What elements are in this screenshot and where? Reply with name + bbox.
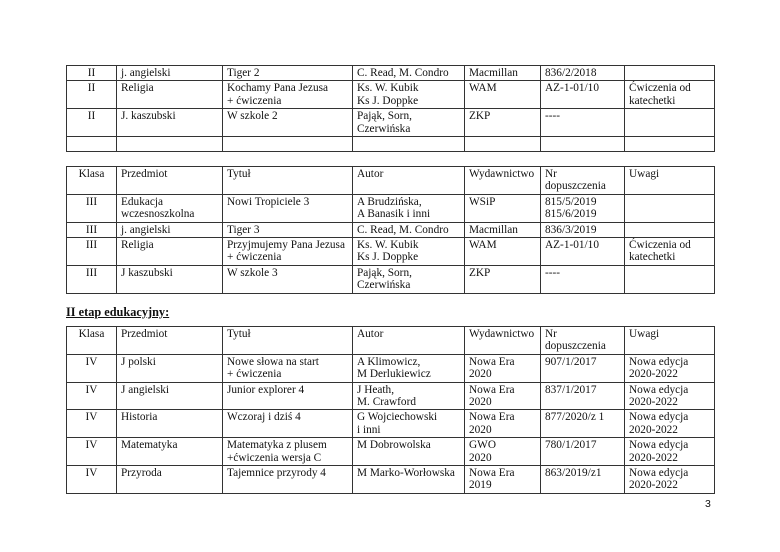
table-header-row	[67, 167, 715, 195]
cell-przedmiot	[117, 265, 223, 293]
cell-text-line: Nowi Tropiciele 3	[227, 195, 310, 208]
cell-autor	[353, 265, 465, 293]
cell-tytul	[223, 81, 353, 109]
cell-text-line: J angielski	[121, 383, 170, 396]
cell-autor	[353, 354, 465, 382]
cell-wydawnictwo	[465, 137, 541, 152]
cell-text-line: M Dobrowolska	[357, 439, 431, 452]
cell-text-line: Nowa Era	[469, 411, 515, 424]
cell-text-line: +ćwiczenia wersja C	[227, 451, 322, 464]
cell-nr-dopuszczenia	[541, 109, 625, 137]
cell-tytul	[223, 265, 353, 293]
cell-tytul	[223, 382, 353, 410]
cell-text-line: Klasa	[78, 328, 105, 340]
cell-text-line: Historia	[121, 411, 158, 424]
cell-text-line: Uwagi	[629, 328, 660, 340]
cell-uwagi	[625, 238, 715, 266]
cell-tytul	[223, 137, 353, 152]
cell-text-line: Tiger 2	[227, 67, 260, 79]
cell-autor	[353, 222, 465, 237]
cell-text-line: Nowa Era	[469, 467, 515, 480]
cell-text-line: katechetki	[629, 251, 676, 264]
cell-text-line: J kaszubski	[121, 266, 173, 279]
header-klasa	[67, 167, 117, 195]
cell-text-line: katechetki	[629, 94, 676, 107]
cell-przedmiot	[117, 466, 223, 494]
cell-text-line: Nowa Era	[469, 383, 515, 396]
cell-text-line: 836/3/2019	[545, 223, 597, 236]
cell-text-line	[227, 138, 348, 150]
cell-text-line: IV	[85, 383, 98, 396]
table-row	[67, 194, 715, 222]
cell-text-line: Autor	[357, 328, 384, 340]
cell-tytul	[223, 222, 353, 237]
cell-autor	[353, 109, 465, 137]
cell-wydawnictwo	[465, 238, 541, 266]
cell-uwagi	[625, 382, 715, 410]
cell-klasa	[67, 109, 117, 137]
table-row	[67, 222, 715, 237]
cell-text-line: Tiger 3	[227, 223, 260, 236]
cell-text-line: C. Read, M. Condro	[357, 67, 449, 79]
cell-text-line	[357, 138, 460, 150]
cell-text-line: Ćwiczenia od	[629, 239, 691, 252]
cell-text-line: W szkole 2	[227, 110, 278, 123]
cell-uwagi	[625, 438, 715, 466]
cell-nr-dopuszczenia	[541, 66, 625, 81]
cell-tytul	[223, 466, 353, 494]
cell-text-line: Wydawnictwo	[469, 168, 535, 180]
cell-wydawnictwo	[465, 81, 541, 109]
cell-tytul	[223, 194, 353, 222]
cell-text-line: j. angielski	[121, 67, 171, 79]
cell-text-line: Macmillan	[469, 67, 518, 79]
cell-text-line: Religia	[121, 82, 154, 95]
cell-uwagi	[625, 81, 715, 109]
cell-wydawnictwo	[465, 66, 541, 81]
cell-text-line: 877/2020/z 1	[545, 411, 605, 424]
cell-text-line: 2020-2022	[629, 368, 678, 381]
cell-text-line: Tytuł	[227, 168, 251, 180]
table-row	[67, 382, 715, 410]
cell-text-line: Czerwińska	[357, 122, 411, 135]
cell-text-line: J Heath,	[357, 383, 395, 396]
cell-text-line: Uwagi	[629, 168, 660, 180]
cell-text-line: Przyroda	[121, 467, 162, 480]
cell-przedmiot	[117, 222, 223, 237]
cell-autor	[353, 438, 465, 466]
cell-przedmiot	[117, 438, 223, 466]
cell-autor	[353, 81, 465, 109]
cell-tytul	[223, 438, 353, 466]
cell-nr-dopuszczenia	[541, 410, 625, 438]
cell-text-line: A Banasik i inni	[357, 208, 431, 221]
cell-uwagi	[625, 466, 715, 494]
cell-text-line: wczesnoszkolna	[121, 208, 195, 221]
cell-text-line: Matematyka	[121, 439, 178, 452]
cell-tytul	[223, 66, 353, 81]
cell-text-line: Pająk, Sorn,	[357, 110, 412, 123]
header-autor	[353, 327, 465, 355]
cell-nr-dopuszczenia	[541, 382, 625, 410]
cell-text-line: III	[85, 239, 98, 252]
cell-text-line: dopuszczenia	[545, 340, 606, 353]
cell-text-line: 2020	[469, 451, 492, 464]
cell-text-line: Przyjmujemy Pana Jezusa	[227, 239, 345, 252]
cell-text-line: Nowa edycja	[629, 411, 689, 424]
cell-tytul	[223, 109, 353, 137]
cell-text-line: Nr	[545, 168, 557, 180]
table-row	[67, 81, 715, 109]
cell-text-line: IV	[85, 355, 98, 368]
textbook-table-class-3	[66, 166, 715, 294]
cell-text-line: j. angielski	[121, 223, 171, 236]
cell-klasa	[67, 438, 117, 466]
cell-wydawnictwo	[465, 194, 541, 222]
cell-text-line: W szkole 3	[227, 266, 278, 279]
cell-text-line: A Brudzińska,	[357, 195, 422, 208]
cell-text-line	[71, 138, 112, 150]
cell-nr-dopuszczenia	[541, 466, 625, 494]
cell-text-line: WSiP	[469, 195, 496, 208]
cell-uwagi	[625, 66, 715, 81]
cell-klasa	[67, 137, 117, 152]
cell-text-line: II	[87, 82, 96, 95]
cell-nr-dopuszczenia	[541, 354, 625, 382]
cell-text-line: 2020-2022	[629, 451, 678, 464]
cell-przedmiot	[117, 354, 223, 382]
cell-text-line: 2020-2022	[629, 479, 678, 492]
cell-text-line: IV	[85, 439, 98, 452]
cell-text-line: IV	[85, 411, 98, 424]
cell-text-line: Autor	[357, 168, 384, 180]
cell-text-line: WAM	[469, 239, 497, 252]
cell-text-line: Ćwiczenia od	[629, 82, 691, 95]
table-row	[67, 238, 715, 266]
cell-tytul	[223, 238, 353, 266]
cell-klasa	[67, 238, 117, 266]
header-uwagi	[625, 167, 715, 195]
cell-tytul	[223, 354, 353, 382]
cell-text-line: 780/1/2017	[545, 439, 597, 452]
cell-text-line: M Derlukiewicz	[357, 368, 431, 381]
cell-text-line	[629, 110, 710, 122]
cell-nr-dopuszczenia	[541, 194, 625, 222]
cell-text-line: Nowe słowa na start	[227, 355, 319, 368]
table-row	[67, 410, 715, 438]
cell-text-line: III	[85, 195, 98, 208]
table-row	[67, 66, 715, 81]
cell-autor	[353, 66, 465, 81]
header-wydawnictwo	[465, 327, 541, 355]
cell-autor	[353, 238, 465, 266]
cell-klasa	[67, 410, 117, 438]
cell-text-line: G Wojciechowski	[357, 411, 438, 424]
cell-text-line: 907/1/2017	[545, 355, 597, 368]
cell-text-line: Ks J. Doppke	[357, 251, 419, 264]
cell-text-line: 815/5/2019	[545, 195, 597, 208]
cell-uwagi	[625, 109, 715, 137]
cell-text-line: Tajemnice przyrody 4	[227, 467, 326, 480]
cell-przedmiot	[117, 410, 223, 438]
header-przedmiot	[117, 167, 223, 195]
cell-text-line: Tytuł	[227, 328, 251, 340]
cell-text-line: Nr	[545, 328, 557, 340]
header-wydawnictwo	[465, 167, 541, 195]
cell-klasa	[67, 265, 117, 293]
cell-text-line: Pająk, Sorn,	[357, 266, 412, 279]
cell-nr-dopuszczenia	[541, 238, 625, 266]
cell-text-line: III	[85, 266, 98, 279]
cell-text-line: 2020	[469, 368, 492, 381]
cell-text-line: 815/6/2019	[545, 208, 597, 221]
cell-text-line	[629, 67, 710, 79]
cell-text-line: 2020-2022	[629, 396, 678, 409]
cell-text-line	[121, 138, 218, 150]
cell-text-line: GWO	[469, 439, 496, 452]
cell-klasa	[67, 222, 117, 237]
cell-text-line: Macmillan	[469, 223, 518, 236]
cell-wydawnictwo	[465, 382, 541, 410]
cell-text-line: Przedmiot	[121, 168, 168, 180]
cell-text-line	[629, 196, 710, 208]
table-row	[67, 265, 715, 293]
cell-text-line: 2020	[469, 423, 492, 436]
cell-text-line: Nowa edycja	[629, 467, 689, 480]
header-nr-dopuszczenia	[541, 167, 625, 195]
cell-text-line: i inni	[357, 423, 381, 436]
cell-text-line: Junior explorer 4	[227, 383, 305, 396]
cell-klasa	[67, 81, 117, 109]
cell-text-line: Ks J. Doppke	[357, 94, 419, 107]
cell-wydawnictwo	[465, 410, 541, 438]
cell-uwagi	[625, 137, 715, 152]
cell-text-line: AZ-1-01/10	[545, 82, 599, 95]
cell-klasa	[67, 194, 117, 222]
cell-text-line: 837/1/2017	[545, 383, 597, 396]
cell-text-line: Przedmiot	[121, 328, 168, 340]
cell-text-line: J. kaszubski	[121, 110, 176, 123]
cell-przedmiot	[117, 238, 223, 266]
cell-text-line: Kochamy Pana Jezusa	[227, 82, 329, 95]
cell-text-line	[469, 138, 536, 150]
cell-text-line: ----	[545, 110, 561, 123]
cell-text-line: Wydawnictwo	[469, 328, 535, 340]
cell-wydawnictwo	[465, 109, 541, 137]
cell-text-line: C. Read, M. Condro	[357, 223, 449, 236]
cell-text-line: 863/2019/z1	[545, 467, 602, 480]
cell-autor	[353, 466, 465, 494]
cell-text-line: Religia	[121, 239, 154, 252]
header-uwagi	[625, 327, 715, 355]
cell-przedmiot	[117, 137, 223, 152]
header-przedmiot	[117, 327, 223, 355]
cell-nr-dopuszczenia	[541, 438, 625, 466]
table-row	[67, 438, 715, 466]
cell-text-line	[629, 267, 710, 279]
cell-text-line: Ks. W. Kubik	[357, 239, 419, 252]
cell-wydawnictwo	[465, 265, 541, 293]
textbook-table-class-2	[66, 65, 715, 152]
cell-autor	[353, 410, 465, 438]
cell-text-line: Nowa Era	[469, 355, 515, 368]
cell-text-line: Czerwińska	[357, 279, 411, 292]
cell-text-line: M. Crawford	[357, 396, 416, 409]
cell-text-line: + ćwiczenia	[227, 94, 282, 107]
table-row	[67, 109, 715, 137]
cell-text-line: 2020-2022	[629, 423, 678, 436]
cell-text-line: II	[87, 67, 96, 79]
cell-uwagi	[625, 354, 715, 382]
cell-wydawnictwo	[465, 354, 541, 382]
cell-text-line: Nowa edycja	[629, 355, 689, 368]
cell-text-line: J polski	[121, 355, 156, 368]
section-heading: II etap edukacyjny:	[66, 305, 170, 319]
cell-text-line: WAM	[469, 82, 497, 95]
header-klasa	[67, 327, 117, 355]
cell-text-line: Matematyka z plusem	[227, 439, 327, 452]
cell-przedmiot	[117, 66, 223, 81]
cell-text-line: Nowa edycja	[629, 383, 689, 396]
cell-uwagi	[625, 194, 715, 222]
cell-autor	[353, 382, 465, 410]
cell-text-line: IV	[85, 467, 98, 480]
cell-text-line: AZ-1-01/10	[545, 239, 599, 252]
cell-nr-dopuszczenia	[541, 265, 625, 293]
cell-text-line: A Klimowicz,	[357, 355, 421, 368]
cell-klasa	[67, 466, 117, 494]
cell-text-line: Ks. W. Kubik	[357, 82, 419, 95]
cell-nr-dopuszczenia	[541, 137, 625, 152]
cell-text-line: Klasa	[78, 168, 105, 180]
table-row	[67, 466, 715, 494]
textbook-table-class-4	[66, 326, 715, 494]
header-tytul	[223, 167, 353, 195]
cell-wydawnictwo	[465, 466, 541, 494]
cell-text-line	[629, 138, 710, 150]
cell-text-line: ZKP	[469, 266, 491, 279]
cell-autor	[353, 137, 465, 152]
cell-przedmiot	[117, 382, 223, 410]
cell-uwagi	[625, 222, 715, 237]
table-header-row	[67, 327, 715, 355]
cell-text-line: ----	[545, 266, 561, 279]
cell-nr-dopuszczenia	[541, 81, 625, 109]
cell-przedmiot	[117, 194, 223, 222]
table-row	[67, 137, 715, 152]
cell-tytul	[223, 410, 353, 438]
cell-text-line: ZKP	[469, 110, 491, 123]
cell-text-line: 2020	[469, 396, 492, 409]
header-tytul	[223, 327, 353, 355]
cell-text-line: Nowa edycja	[629, 439, 689, 452]
cell-wydawnictwo	[465, 222, 541, 237]
cell-klasa	[67, 66, 117, 81]
cell-text-line: 836/2/2018	[545, 67, 597, 79]
cell-klasa	[67, 354, 117, 382]
table-row	[67, 354, 715, 382]
page-number: 3	[705, 498, 711, 510]
cell-text-line: II	[87, 110, 96, 123]
cell-autor	[353, 194, 465, 222]
cell-przedmiot	[117, 81, 223, 109]
cell-text-line: + ćwiczenia	[227, 368, 282, 381]
header-autor	[353, 167, 465, 195]
cell-text-line: Wczoraj i dziś 4	[227, 411, 301, 424]
cell-text-line: Edukacja	[121, 195, 164, 208]
cell-text-line	[545, 138, 620, 150]
cell-text-line	[629, 224, 710, 236]
cell-text-line: III	[85, 223, 98, 236]
cell-nr-dopuszczenia	[541, 222, 625, 237]
cell-klasa	[67, 382, 117, 410]
cell-text-line: 2019	[469, 479, 492, 492]
cell-uwagi	[625, 410, 715, 438]
header-nr-dopuszczenia	[541, 327, 625, 355]
cell-przedmiot	[117, 109, 223, 137]
cell-text-line: M Marko-Worłowska	[357, 467, 455, 480]
cell-text-line: dopuszczenia	[545, 180, 606, 193]
cell-wydawnictwo	[465, 438, 541, 466]
cell-text-line: + ćwiczenia	[227, 251, 282, 264]
cell-uwagi	[625, 265, 715, 293]
